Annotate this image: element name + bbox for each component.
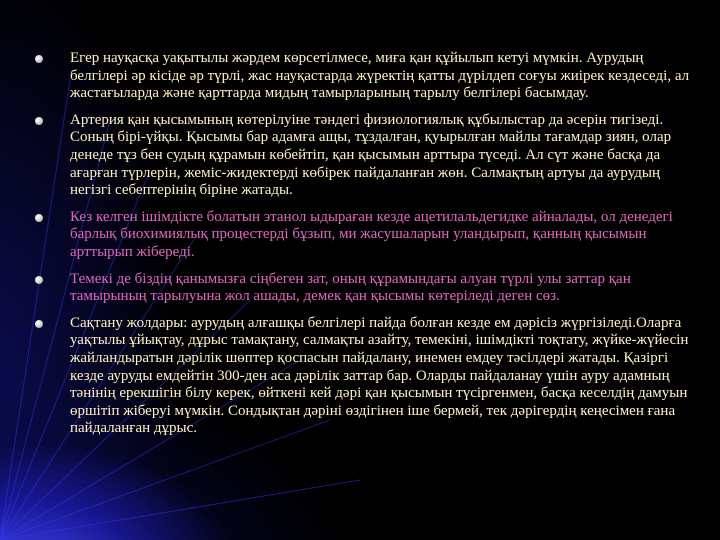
round-bullet-dot-icon: [35, 320, 43, 328]
bullet-item: [30, 209, 700, 262]
round-bullet-dot-icon: [35, 55, 43, 63]
bullet-text: Кез келген ішімдікте болатын этанол ыдыраған кезде ацетилальдегидке айналады, ол денедегі барлық биохимиялық процестерді бұзып, ми жасушаларын уландырып, қанның қысымын арттырып жібереді.: [70, 208, 673, 260]
bullet-item: [30, 315, 700, 438]
round-bullet-dot-icon: [35, 214, 43, 222]
bullet-item: [30, 50, 700, 103]
bullet-text: Темекі де біздің қанымызға сіңбеген зат, оның құрамындағы алуан түрлі улы заттар қан тамырының тарылуына жол ашады, демек қан қысымы көтеріледі деген сөз.: [70, 270, 631, 305]
bullet-item: [30, 112, 700, 200]
bullet-text: Сақтану жолдары: аурудың алғашқы белгілері пайда болған кезде ем дәрісіз жүргізіледі.Оларға уақтылы ұйықтау, дұрыс тамақтану, салмақты азайту, темекіні, ішімдікті тоқтату, жүйке-жүйесін жайландыратын дәрілік шөптер қоспасын пайдалану, инемен емдеу тәсілдері жатады. Қазіргі кезде ауруды емдейтін 300-ден аса дәрілік заттар бар. Оларды пайдаланау үшін ауру адамның тәнінің ерекшігін білу керек, өйткені кей дәрі қан қысымын түсіргенмен, басқа кеселдің дамуын өршітіп жіберуі мүмкін. Сондықтан дәріні өздігінен іше бермей, тек дәрігердің кеңесімен ғана пайдаланған дұрыс.: [70, 314, 689, 437]
slide-content: [30, 50, 700, 447]
bullet-list: [30, 50, 700, 438]
bullet-item: [30, 271, 700, 306]
round-bullet-dot-icon: [35, 117, 43, 125]
round-bullet-dot-icon: [35, 276, 43, 284]
bullet-text: Артерия қан қысымының көтерілуіне тәндегі физиологиялық құбылыстар да әсерін тигізеді. Соның бірі-үйқы. Қысымы бар адамға ащы, тұздалған, қуырылған майлы тағамдар зиян, олар денеде тұз бен судың құрамын көбейтіп, қан қысымын арттыра түседі. Ал сүт және басқа да ағарған түрлерін, жеміс-жидектерді көбірек пайдаланған жөн. Салмақтың артуы да аурудың негізгі себептерінің біріне жатады.: [70, 111, 672, 199]
bullet-text: Егер науқасқа уақытылы жәрдем көрсетілмесе, миға қан құйылып кетуі мүмкін. Аурудың белгілері әр кісіде әр түрлі, жас науқастарда жүректің қатты дүрілдеп соғуы жиірек кездеседі, ал жастағыларда және қарттарда мидың тамырларының тарылу белгілері басымдау.: [70, 50, 690, 102]
